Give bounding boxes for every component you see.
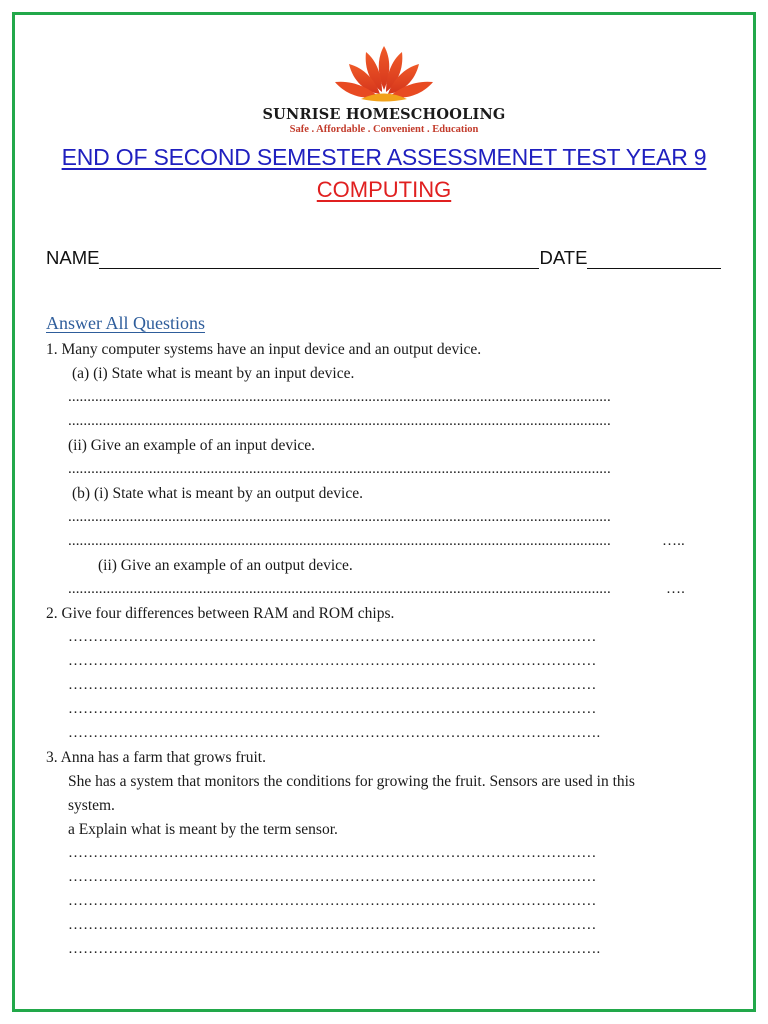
question-3-context-cont: system. [68,797,115,814]
answer-line[interactable]: ............................................................................................................................................. [68,389,611,405]
lotus-sun-icon [333,44,435,106]
question-1a-i: (a) (i) State what is meant by an input device. [72,365,355,382]
date-label: DATE [539,247,588,268]
name-date-row [46,243,721,269]
answer-line[interactable]: ……………………………………………………………………………………………. [68,725,601,741]
instruction: Answer All Questions [46,313,205,333]
answer-line[interactable]: …………………………………………………………………………………………… [68,653,597,669]
brand-tagline: Safe . Affordable . Convenient . Education [289,124,479,135]
name-label: NAME [46,247,100,268]
question-2-stem: 2. Give four differences between RAM and ROM chips. [46,605,395,622]
answer-line[interactable]: …………………………………………………………………………………………… [68,869,597,885]
page-title: END OF SECOND SEMESTER ASSESSMENET TEST YEAR 9 [61,144,707,170]
question-1a-ii: (ii) Give an example of an input device. [68,437,316,454]
answer-line[interactable]: ............................................................................................................................................. [68,581,611,597]
answer-line[interactable]: …………………………………………………………………………………………… [68,917,597,933]
answer-line[interactable]: ............................................................................................................................................. [68,533,611,549]
answer-line[interactable]: ............................................................................................................................................. [68,461,611,477]
question-1-stem: 1. Many computer systems have an input device and an output device. [46,341,482,358]
answer-line[interactable]: ............................................................................................................................................. [68,413,611,429]
question-3a: a Explain what is meant by the term sensor. [68,821,338,838]
date-field[interactable] [587,250,721,269]
answer-line-tail: ….. [662,533,685,549]
logo [0,44,768,136]
answer-line[interactable]: …………………………………………………………………………………………… [68,893,597,909]
question-1b-i: (b) (i) State what is meant by an output device. [72,485,363,502]
answer-line[interactable]: …………………………………………………………………………………………… [68,677,597,693]
answer-line[interactable]: …………………………………………………………………………………………… [68,845,597,861]
answer-line[interactable]: …………………………………………………………………………………………… [68,629,597,645]
answer-line-tail: …. [666,581,685,597]
question-3-context: She has a system that monitors the conditions for growing the fruit. Sensors are used in this [68,773,635,790]
question-1b-ii: (ii) Give an example of an output device. [98,557,353,574]
answer-line[interactable]: ……………………………………………………………………………………………. [68,941,601,957]
question-3-stem: 3. Anna has a farm that grows fruit. [46,749,266,766]
answer-line[interactable]: …………………………………………………………………………………………… [68,701,597,717]
brand-name: SUNRISE HOMESCHOOLING [262,106,506,123]
name-field[interactable] [99,250,539,269]
answer-line[interactable]: ............................................................................................................................................. [68,509,611,525]
subject-title: COMPUTING [316,177,452,202]
